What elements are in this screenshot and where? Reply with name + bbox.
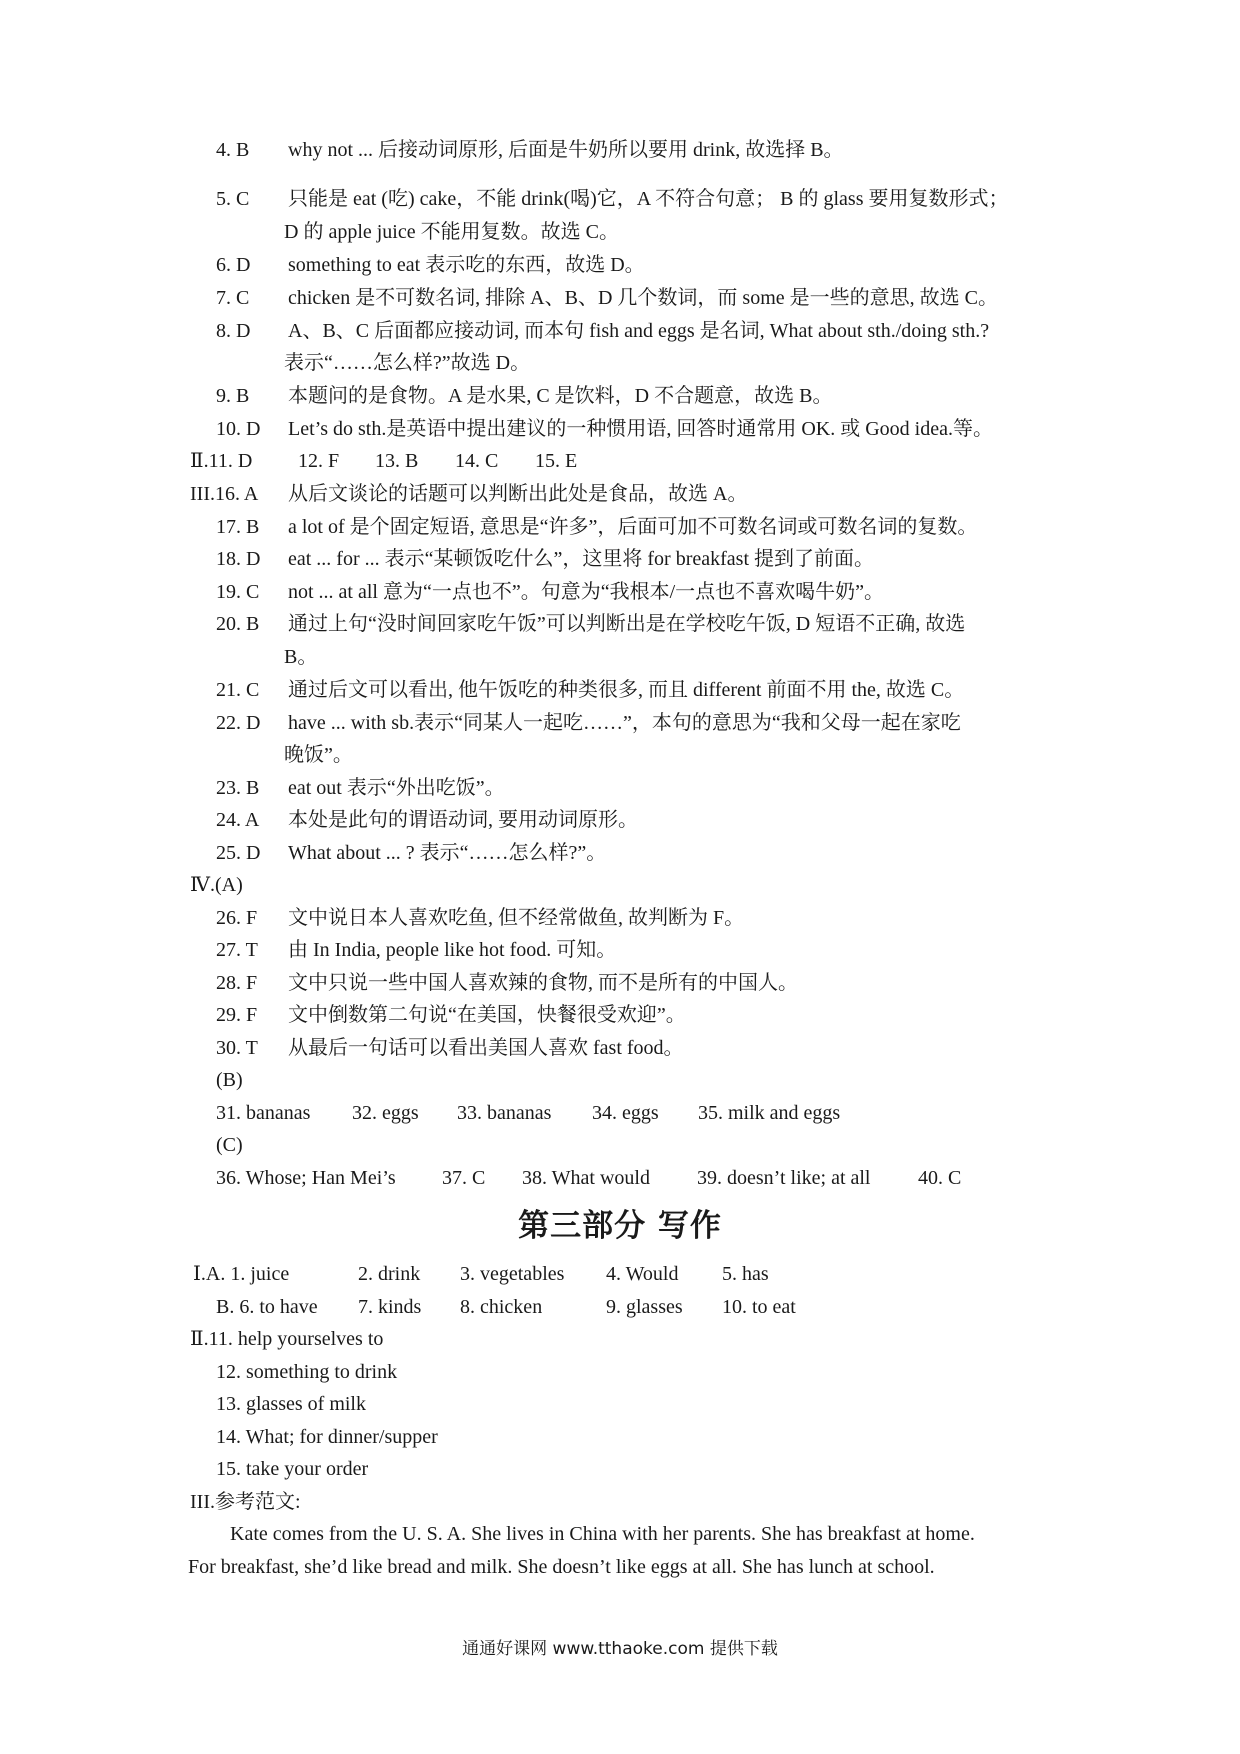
answer-item: 14. What; for dinner/supper (216, 1426, 438, 1448)
answer-item: 4. Would (606, 1263, 679, 1285)
answer-num: 5. C (216, 188, 250, 210)
answer-item: 39. doesn’t like; at all (697, 1167, 871, 1189)
answer-explanation: 通过上句“没时间回家吃午饭”可以判断出是在学校吃午饭, D 短语不正确, 故选 (288, 613, 966, 635)
answer-num: 19. C (216, 581, 260, 603)
answer-explanation: 从后文谈论的话题可以判断出此处是食品，故选 A。 (288, 483, 748, 505)
answer-item: 7. kinds (358, 1296, 422, 1318)
answer-num: 27. T (216, 939, 258, 961)
answer-explanation: eat out 表示“外出吃饭”。 (288, 777, 505, 799)
answer-explanation: A、B、C 后面都应接动词, 而本句 fish and eggs 是名词, What about sth./doing sth.? (288, 320, 990, 342)
answer-explanation: 由 In India, people like hot food. 可知。 (288, 939, 617, 961)
section-label: (C) (216, 1134, 243, 1156)
answer-item: 3. vegetables (460, 1263, 565, 1285)
answer-explanation-cont: D 的 apple juice 不能用复数。故选 C。 (284, 221, 619, 243)
answer-explanation: 本处是此句的谓语动词, 要用动词原形。 (288, 809, 638, 831)
section-label: Ⅳ.(A) (190, 874, 243, 896)
answer-explanation: 本题问的是食物。A 是水果, C 是饮料，D 不合题意，故选 B。 (288, 385, 833, 407)
answer-item: 35. milk and eggs (698, 1102, 841, 1124)
answer-explanation-cont: B。 (284, 646, 318, 668)
answer-item: 15. take your order (216, 1458, 369, 1480)
answer-num: 25. D (216, 842, 261, 864)
answer-explanation: What about ... ? 表示“……怎么样?”。 (288, 842, 607, 864)
answer-item: 14. C (455, 450, 499, 472)
answer-item: 2. drink (358, 1263, 421, 1285)
answer-item: 5. has (722, 1263, 769, 1285)
answer-explanation-cont: 表示“……怎么样?”故选 D。 (284, 352, 531, 374)
answer-num: III.16. A (190, 483, 259, 505)
answer-item: 10. to eat (722, 1296, 796, 1318)
answer-explanation: chicken 是不可数名词, 排除 A、B、D 几个数词，而 some 是一些的意思, 故选 C。 (288, 287, 998, 309)
essay-line: Kate comes from the U. S. A. She lives in China with her parents. She has breakfast at home. (230, 1523, 975, 1545)
answer-num: 4. B (216, 139, 250, 161)
answer-item: 13. B (375, 450, 419, 472)
answer-num: 6. D (216, 254, 251, 276)
answer-num: 29. F (216, 1004, 258, 1026)
answer-explanation: something to eat 表示吃的东西，故选 D。 (288, 254, 645, 276)
essay-line: For breakfast, she’d like bread and milk. She doesn’t like eggs at all. She has lunch at school. (188, 1556, 935, 1578)
answer-item: 13. glasses of milk (216, 1393, 366, 1415)
answer-item: 8. chicken (460, 1296, 543, 1318)
answer-num: 21. C (216, 679, 260, 701)
answer-item: 9. glasses (606, 1296, 683, 1318)
answer-explanation: 文中只说一些中国人喜欢辣的食物, 而不是所有的中国人。 (288, 972, 798, 994)
answer-num: 24. A (216, 809, 260, 831)
answer-num: 22. D (216, 712, 261, 734)
answer-item: 40. C (918, 1167, 962, 1189)
answer-item: Ⅰ.A. 1. juice (193, 1263, 290, 1285)
answer-num: 20. B (216, 613, 260, 635)
answer-explanation: 文中说日本人喜欢吃鱼, 但不经常做鱼, 故判断为 F。 (288, 907, 745, 929)
answer-num: 9. B (216, 385, 250, 407)
answer-num: 18. D (216, 548, 261, 570)
answer-explanation: 从最后一句话可以看出美国人喜欢 fast food。 (288, 1037, 684, 1059)
answer-num: 26. F (216, 907, 258, 929)
answer-explanation-cont: 晚饭”。 (284, 744, 353, 766)
answer-item: 38. What would (522, 1167, 650, 1189)
answer-item: 37. C (442, 1167, 486, 1189)
answer-explanation: a lot of 是个固定短语, 意思是“许多”，后面可加不可数名词或可数名词的复数。 (288, 516, 978, 538)
answer-item: 12. F (298, 450, 340, 472)
answer-item: 36. Whose; Han Mei’s (216, 1167, 396, 1189)
answer-explanation: have ... with sb.表示“同某人一起吃……”，本句的意思为“我和父母一起在家吃 (288, 712, 961, 734)
answer-explanation: not ... at all 意为“一点也不”。句意为“我根本/一点也不喜欢喝牛奶”。 (288, 581, 885, 603)
answer-num: 7. C (216, 287, 250, 309)
answer-explanation: Let’s do sth.是英语中提出建议的一种惯用语, 回答时通常用 OK. 或 Good idea.等。 (288, 418, 993, 440)
answer-item: 34. eggs (592, 1102, 659, 1124)
section-label: III.参考范文: (190, 1491, 301, 1513)
answer-item: 31. bananas (216, 1102, 311, 1124)
answer-item: 32. eggs (352, 1102, 419, 1124)
answer-num: 30. T (216, 1037, 258, 1059)
answer-num: 10. D (216, 418, 261, 440)
answer-item: Ⅱ.11. help yourselves to (190, 1328, 384, 1350)
answer-item: 33. bananas (457, 1102, 552, 1124)
answer-explanation: eat ... for ... 表示“某顿饭吃什么”，这里将 for breakfast 提到了前面。 (288, 548, 874, 570)
answer-num: 17. B (216, 516, 260, 538)
section-label: (B) (216, 1069, 243, 1091)
answer-item: B. 6. to have (216, 1296, 318, 1318)
section-label: Ⅱ.11. D (190, 450, 253, 472)
answer-item: 12. something to drink (216, 1361, 398, 1383)
answer-num: 23. B (216, 777, 260, 799)
answer-explanation: why not ... 后接动词原形, 后面是牛奶所以要用 drink, 故选择 B。 (288, 139, 844, 161)
answer-explanation: 文中倒数第二句说“在美国，快餐很受欢迎”。 (288, 1004, 686, 1026)
page-footer: 通通好课网 www.tthaoke.com 提供下载 (462, 1639, 778, 1659)
answer-item: 15. E (535, 450, 578, 472)
answer-explanation: 只能是 eat (吃) cake，不能 drink(喝)它，A 不符合句意； B 的 glass 要用复数形式； (288, 188, 1009, 210)
answer-explanation: 通过后文可以看出, 他午饭吃的种类很多, 而且 different 前面不用 the, 故选 C。 (288, 679, 965, 701)
answer-num: 8. D (216, 320, 251, 342)
answer-num: 28. F (216, 972, 258, 994)
section-heading: 第三部分 写作 (518, 1208, 722, 1244)
